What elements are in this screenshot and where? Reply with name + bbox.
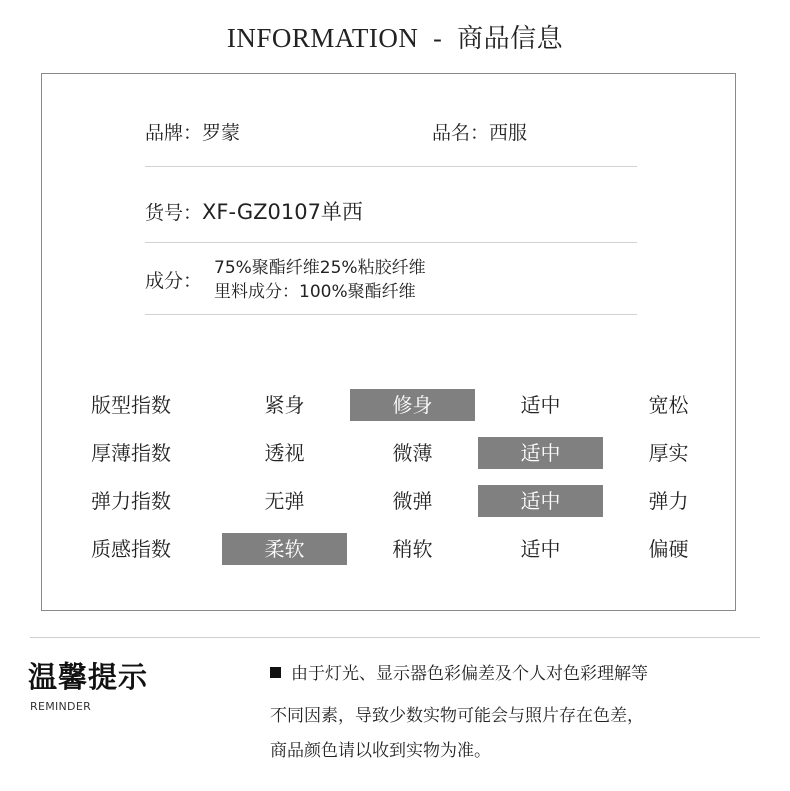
index-row xyxy=(0,389,790,421)
index-option: 稍软 xyxy=(392,537,433,561)
index-row xyxy=(0,485,790,517)
index-option: 无弹 xyxy=(264,489,305,513)
index-option-selected: 修身 xyxy=(350,389,475,421)
header-dash: - xyxy=(433,24,443,53)
product-name-value: 西服 xyxy=(489,122,528,144)
index-label-texture: 质感指数 xyxy=(91,537,171,561)
index-option: 适中 xyxy=(520,393,561,417)
reminder-title: 温馨提示 xyxy=(28,660,149,694)
index-option-selected: 适中 xyxy=(478,437,603,469)
material-line-2: 里料成分：100%聚酯纤维 xyxy=(214,282,416,302)
index-label-thickness: 厚薄指数 xyxy=(91,441,171,465)
brand-label: 品牌： xyxy=(145,122,203,144)
index-row xyxy=(0,533,790,565)
index-option: 偏硬 xyxy=(648,537,689,561)
brand-value: 罗蒙 xyxy=(202,122,241,144)
index-option: 微弹 xyxy=(392,489,433,513)
index-option-selected: 适中 xyxy=(478,485,603,517)
index-option: 厚实 xyxy=(648,441,689,465)
bullet-square-icon xyxy=(270,667,281,678)
index-option: 紧身 xyxy=(264,393,305,417)
reminder-line-2: 不同因素，导致少数实物可能会与照片存在色差， xyxy=(270,706,644,726)
info-row-sku xyxy=(145,196,637,226)
info-frame xyxy=(41,73,736,611)
material-line-1: 75%聚酯纤维25%粘胶纤维 xyxy=(214,258,426,278)
index-option: 适中 xyxy=(520,537,561,561)
index-option: 弹力 xyxy=(648,489,689,513)
header-title-cn: 商品信息 xyxy=(457,24,564,54)
divider-2 xyxy=(145,242,637,243)
divider-3 xyxy=(145,314,637,315)
info-row-material xyxy=(145,256,637,302)
reminder-line-1: 由于灯光、显示器色彩偏差及个人对色彩理解等 xyxy=(291,664,648,684)
product-name-group xyxy=(432,118,527,145)
index-option: 透视 xyxy=(264,441,305,465)
product-name-label: 品名： xyxy=(432,122,490,144)
info-row-brand-name xyxy=(145,118,637,145)
index-option: 宽松 xyxy=(648,393,689,417)
reminder-subtitle: REMINDER xyxy=(30,700,92,713)
index-label-elasticity: 弹力指数 xyxy=(91,489,171,513)
index-label-fit: 版型指数 xyxy=(91,393,171,417)
index-option: 微薄 xyxy=(392,441,433,465)
material-label: 成分： xyxy=(145,270,203,292)
divider-1 xyxy=(145,166,637,167)
section-separator xyxy=(30,637,760,638)
index-row xyxy=(0,437,790,469)
reminder-line-1-wrap xyxy=(270,659,648,684)
index-option-selected: 柔软 xyxy=(222,533,347,565)
sku-label: 货号： xyxy=(145,202,203,224)
sku-value: XF-GZ0107单西 xyxy=(202,200,363,224)
reminder-line-3: 商品颜色请以收到实物为准。 xyxy=(270,741,491,761)
page-header xyxy=(0,18,790,55)
header-title-en: INFORMATION xyxy=(226,23,419,53)
